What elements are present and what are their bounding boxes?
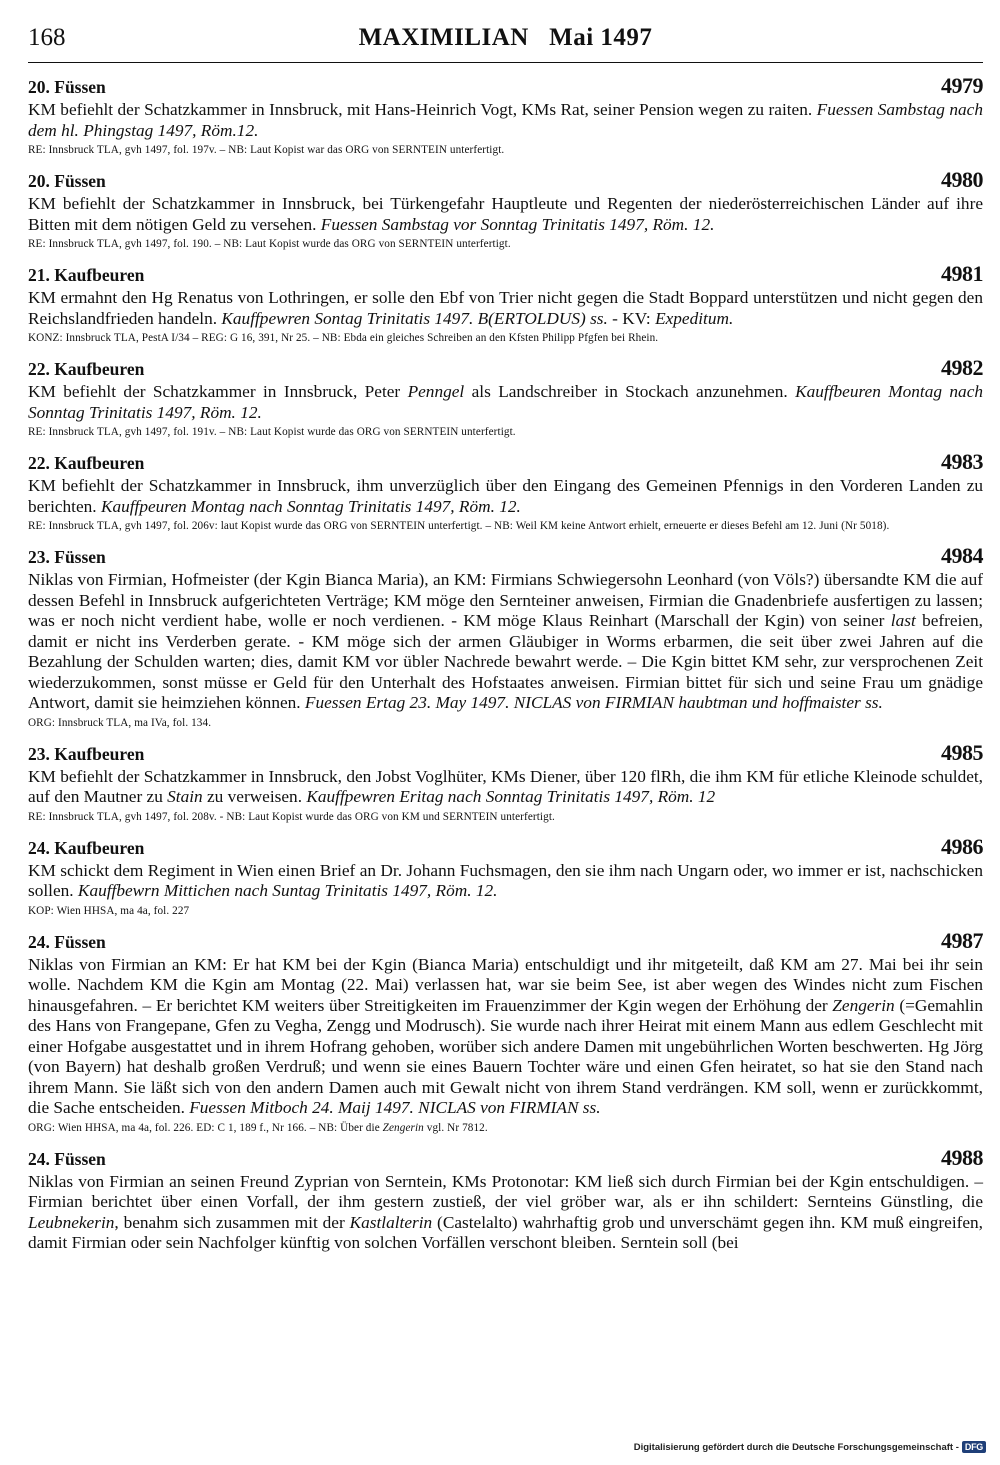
- text-segment: RE: Innsbruck TLA, gvh 1497, fol. 197v. – NB: Laut Kopist war das ORG von SERNTEIN unterfertigt.: [28, 144, 505, 156]
- text-segment: KM befiehlt der Schatzkammer in Innsbruck, den Jobst Voglhüter, KMs Diener, über 120 flRh, die ihm KM für etliche Kleinode schuldet, auf den Mautner zu: [28, 766, 983, 806]
- text-segment: KM befiehlt der Schatzkammer in Innsbruck, ihm unverzüglich über den Eingang des Gemeinen Pfennigs in den Vorderen Landen zu berichten.: [28, 476, 983, 516]
- dfg-logo: DFG: [962, 1441, 986, 1453]
- entry-source-note: [28, 716, 983, 730]
- italic-segment: Kauffpeuren Montag nach Sonntag Trinitatis 1497, Röm. 12.: [100, 496, 521, 516]
- entry-heading: [28, 73, 983, 99]
- text-segment: RE: Innsbruck TLA, gvh 1497, fol. 208v. - NB: Laut Kopist wurde das ORG von KM und SERNTEIN unterfertigt.: [28, 810, 555, 823]
- entry-list: [28, 73, 983, 1254]
- entry-text: [28, 570, 983, 714]
- entry-source-note: [28, 237, 983, 251]
- document-page: [28, 22, 983, 1254]
- entry-heading: [28, 449, 983, 475]
- calendar-entry: [28, 928, 983, 1135]
- entry-source-note: [28, 425, 983, 439]
- calendar-entry: [28, 543, 983, 730]
- entry-heading: [28, 543, 983, 569]
- text-segment: ORG: Innsbruck TLA, ma IVa, fol. 134.: [28, 716, 212, 729]
- text-segment: zu verweisen.: [202, 787, 307, 806]
- italic-segment: Kauffbewrn Mittichen nach Suntag Trinitatis 1497, Röm. 12.: [77, 881, 498, 900]
- text-segment: Niklas von Firmian an KM: Er hat KM bei der Kgin (Bianca Maria) entschuldigt und ihr mitgeteilt, daß KM am 27. Mai bei ihr sein wolle. Nachdem KM die Kgin am Montag (22. Mai) verlassen hat, war sie beim See, ist aber wegen des Windes nicht zum Fischen hinausgefahren. – Er berichtet KM weiters über Streitigkeiten im Frauenzimmer der Kgin wegen der Erhöhung der: [28, 954, 983, 1015]
- entry-text: [28, 476, 983, 517]
- text-segment: Niklas von Firmian an seinen Freund Zyprian von Serntein, KMs Protonotar: KM ließ sich durch Firmian bei der Kgin entschuldigen. – Firmian berichtet über einen Vorfall, der ihm gestern zustieß, der viel gröber war, als er ihn schildert: Sernteins Günstling, die: [28, 1171, 983, 1211]
- funding-credit: Digitalisierung gefördert durch die Deutsche Forschungsgemeinschaft -: [633, 1441, 959, 1453]
- italic-segment: Kauffpewren Eritag nach Sonntag Trinitatis 1497, Röm. 12: [306, 787, 716, 806]
- italic-segment: Fuessen Ertag 23. May 1497. NICLAS von FIRMIAN haubtman und hoffmaister ss.: [304, 693, 883, 712]
- entry-heading: [28, 740, 983, 766]
- entry-source-note: [28, 810, 983, 824]
- entry-number: 4986: [941, 833, 983, 859]
- italic-segment: Expeditum.: [655, 308, 734, 328]
- italic-segment: Fuessen Sambstag vor Sonntag Trinitatis 1497, Röm. 12.: [320, 214, 715, 234]
- italic-segment: Zengerin: [382, 1121, 424, 1134]
- text-segment: KM befiehlt der Schatzkammer in Innsbruck, bei Türkengefahr Hauptleute und Regenten der niederösterreichischen Länder auf ihre Bitten mit dem nötigen Geld zu versehen.: [28, 194, 983, 234]
- text-segment: RE: Innsbruck TLA, gvh 1497, fol. 190. – NB: Laut Kopist wurde das ORG von SERNTEIN unterfertigt.: [28, 238, 511, 250]
- italic-segment: Leubnekerin: [28, 1212, 115, 1232]
- entry-date-place: 23. Füssen: [28, 547, 106, 567]
- entry-source-note: [28, 1121, 983, 1135]
- entry-text: [28, 955, 983, 1119]
- italic-segment: Stain: [167, 787, 203, 806]
- italic-segment: Zengerin: [832, 995, 895, 1015]
- italic-segment: Fuessen Sambstag nach dem hl. Phingstag 1497, Röm.12.: [28, 100, 983, 140]
- entry-date-place: 20. Füssen: [28, 77, 106, 97]
- calendar-entry: [28, 1145, 983, 1254]
- text-segment: (=Gemahlin des Hans von Frangepane, Gfen zu Vegha, Zengg und Modrusch). Sie wurde nach ihrer Heirat mit einem Mann aus edlem Geschlecht mit einer Hofgabe ausgestattet und in ihrem Hofrang gehoben, worüber sich andere Damen mit ungebührlichen Worten beschwerten. Hg Jörg (von Bayern) hat deshalb großen Verdruß; und wenn sie eines Bauern Tochter wäre und einen Gfen heiratet, so hat sie den Stand nach ihrem Mann. Sie läßt sich von den andern Damen auch mit Gewalt nicht von ihrem Stand verdrängen. KM soll, wenn er zurückkommt, die Sache entscheiden.: [28, 995, 984, 1117]
- entry-number: 4988: [941, 1144, 983, 1170]
- text-segment: KOP: Wien HHSA, ma 4a, fol. 227: [28, 904, 190, 917]
- text-segment: - KV:: [607, 308, 656, 328]
- text-segment: als Landschreiber in Stockach anzunehmen.: [464, 382, 796, 401]
- entry-number: 4981: [941, 261, 983, 286]
- entry-number: 4985: [941, 739, 983, 765]
- page-number: 168: [28, 24, 66, 51]
- entry-date-place: 24. Kaufbeuren: [28, 837, 145, 858]
- entry-heading: [28, 928, 983, 954]
- entry-date-place: 21. Kaufbeuren: [28, 265, 145, 285]
- entry-source-note: [28, 331, 983, 345]
- entry-number: 4984: [941, 543, 983, 568]
- italic-segment: last: [890, 611, 916, 630]
- entry-heading: [28, 261, 983, 287]
- calendar-entry: [28, 355, 983, 439]
- entry-heading: [28, 1145, 983, 1171]
- entry-date-place: 20. Füssen: [28, 171, 106, 191]
- text-segment: (Castelalto) wahrhaftig grob und unverschämt gegen ihn. KM muß eingreifen, damit Firmian oder sein Nachfolger künftig von solchen Vorfällen verschont bleiben. Serntein soll (bei: [28, 1212, 984, 1252]
- text-segment: ORG: Wien HHSA, ma 4a, fol. 226. ED: C 1, 189 f., Nr 166. – NB: Über die: [28, 1121, 383, 1134]
- entry-text: [28, 767, 983, 808]
- entry-heading: [28, 167, 983, 193]
- entry-source-note: [28, 143, 983, 157]
- text-segment: vgl. Nr 7812.: [423, 1121, 488, 1134]
- entry-heading: [28, 834, 983, 860]
- text-segment: RE: Innsbruck TLA, gvh 1497, fol. 206v: laut Kopist wurde das ORG von SERNTEIN unterfertigt. – NB: Weil KM keine Antwort erhielt, erneuerte er dieses Befehl am 12. Juni (Nr 5018).: [28, 520, 890, 532]
- text-segment: , benahm sich zusammen mit der: [114, 1212, 350, 1232]
- entry-number: 4982: [941, 355, 983, 380]
- entry-heading: [28, 355, 983, 381]
- text-segment: RE: Innsbruck TLA, gvh 1497, fol. 191v. – NB: Laut Kopist wurde das ORG von SERNTEIN unterfertigt.: [28, 426, 516, 438]
- entry-source-note: [28, 904, 983, 918]
- footer: [634, 1441, 986, 1453]
- calendar-entry: [28, 73, 983, 157]
- text-segment: befreien, damit er nicht ins Verderben gerate. - KM möge sich der armen Gläubiger in Worms erbarmen, die seit über zwei Jahren auf die Bezahlung der Schulden warten; dies, damit KM vor übler Nachrede bewahrt werde. – Die Kgin bittet KM sehr, zur versprochenen Zeit wiederzukommen, sonst müsse er Geld für den Unterhalt des Hofstaates anweisen. Firmian bittet für sich und seine Frau um gnädige Antwort, damit sie heimziehen können.: [28, 611, 984, 712]
- entry-text: [28, 861, 983, 902]
- italic-segment: Kauffpewren Sontag Trinitatis 1497. B(ERTOLDUS) ss.: [221, 308, 608, 328]
- calendar-entry: [28, 261, 983, 345]
- italic-segment: Penngel: [407, 382, 465, 401]
- text-segment: KM ermahnt den Hg Renatus von Lothringen, er solle den Ebf von Trier nicht gegen die Stadt Boppard unterstützen und nicht gegen den Reichslandfrieden handeln.: [28, 288, 983, 328]
- entry-date-place: 24. Füssen: [28, 931, 106, 952]
- entry-text: [28, 100, 983, 141]
- calendar-entry: [28, 834, 983, 918]
- entry-text: [28, 1172, 983, 1254]
- text-segment: KONZ: Innsbruck TLA, PestA I/34 – REG: G 16, 391, Nr 25. – NB: Ebda ein gleiches Schreiben an den Kfsten Philipp Pfgfen bei Rhein.: [28, 332, 659, 344]
- entry-date-place: 23. Kaufbeuren: [28, 743, 145, 764]
- entry-date-place: 24. Füssen: [28, 1148, 106, 1169]
- calendar-entry: [28, 167, 983, 251]
- entry-text: [28, 382, 983, 423]
- entry-number: 4987: [941, 927, 983, 953]
- entry-date-place: 22. Kaufbeuren: [28, 359, 145, 379]
- page-title: MAXIMILIAN Mai 1497: [358, 24, 653, 51]
- calendar-entry: [28, 740, 983, 824]
- text-segment: Niklas von Firmian, Hofmeister (der Kgin Bianca Maria), an KM: Firmians Schwiegersohn Leonhard (von Völs?) übersandte KM die auf dessen Befehl in Innsbruck aufgerichteten Verträge; KM möge den Sernteiner anweisen, Firmian die Gnadenbriefe ausfertigen zu lassen; was er noch nicht verdient habe, wolle er noch verdienen. - KM möge Klaus Reinhart (Marschall der Kgin) von seiner: [28, 570, 983, 630]
- entry-number: 4983: [941, 449, 983, 474]
- entry-text: [28, 194, 983, 235]
- italic-segment: Kastlalterin: [349, 1212, 433, 1232]
- calendar-entry: [28, 449, 983, 533]
- text-segment: KM befiehlt der Schatzkammer in Innsbruck, mit Hans-Heinrich Vogt, KMs Rat, seiner Pension wegen zu raiten.: [28, 100, 817, 119]
- italic-segment: Fuessen Mitboch 24. Maij 1497. NICLAS von FIRMIAN ss.: [189, 1098, 601, 1117]
- entry-number: 4980: [941, 167, 983, 192]
- italic-segment: Kauffbeuren Montag nach Sonntag Trinitatis 1497, Röm. 12.: [28, 382, 984, 422]
- entry-source-note: [28, 519, 983, 533]
- entry-number: 4979: [941, 73, 983, 98]
- text-segment: KM schickt dem Regiment in Wien einen Brief an Dr. Johann Fuchsmagen, den sie ihm nach Ungarn oder, wo immer er ist, nachschicken sollen.: [28, 860, 983, 900]
- text-segment: KM befiehlt der Schatzkammer in Innsbruck, Peter: [28, 382, 408, 401]
- entry-text: [28, 288, 983, 329]
- entry-date-place: 22. Kaufbeuren: [28, 453, 145, 473]
- page-header: [28, 22, 983, 63]
